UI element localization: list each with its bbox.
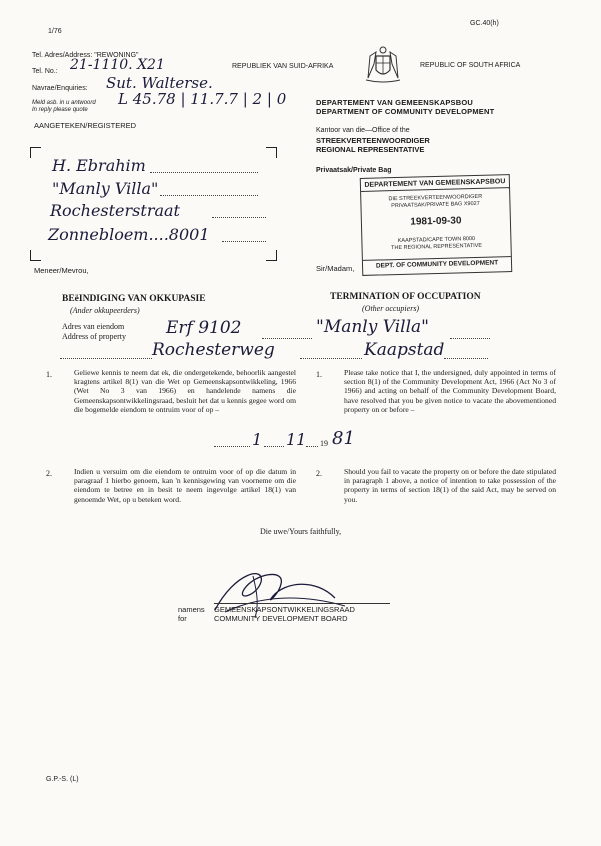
stamp-line-2: DIE STREEKVERTEENWOORDIGER xyxy=(388,193,483,203)
salutation-af: Meneer/Mevrou, xyxy=(34,266,89,275)
tel-no-label: Tel. No.: xyxy=(32,68,58,75)
para2-en: Should you fail to vacate the property on or before the date stipulated in paragraph 1 above, a notice of intention to take possession of the property in terms of section 18(1) of the said Act, may be served on you. xyxy=(344,467,556,504)
department-en: DEPARTMENT OF COMMUNITY DEVELOPMENT xyxy=(316,107,495,116)
registered-label: AANGETEKEN/REGISTERED xyxy=(34,121,137,130)
for-label: for xyxy=(178,614,187,623)
property-dots-2 xyxy=(450,338,490,339)
subtitle-af: (Ander okkupeerders) xyxy=(70,306,140,315)
address-bracket-br xyxy=(266,250,277,261)
date-dots-2 xyxy=(264,446,284,447)
address-bracket-bl xyxy=(30,250,41,261)
addressee-area: Zonnebloem....8001 xyxy=(48,225,210,244)
coat-of-arms-icon xyxy=(360,44,406,84)
property-label-af: Adres van eiendom xyxy=(62,322,125,331)
enquiries-label: Navrae/Enquiries: xyxy=(32,85,88,92)
para1-af: Geliewe kennis te neem dat ek, die ondergetekende, behoorlik aangestel kragtens artikel 8(1) van die Wet op Gemeenskapsontwikkeling, 1966 (Wet No 3 van 1966) en handelende namens die Gemeenskapsontwikkelingsraad, besluit het dat u kennis gegee word om die bogemelde eiendom te ontruim voor of op – xyxy=(74,368,296,414)
property-label-en: Address of property xyxy=(62,332,126,341)
closing: Die uwe/Yours faithfully, xyxy=(260,527,342,536)
regional-office-stamp xyxy=(360,174,513,276)
property-villa: "Manly Villa" xyxy=(316,317,429,337)
date-dots-1 xyxy=(214,446,250,447)
quote-label-en: In reply please quote xyxy=(32,107,88,113)
address-dots-1 xyxy=(150,172,258,173)
address-dots-4 xyxy=(222,241,266,242)
stamp-line-3: PRIVAATSAK/PRIVATE BAG X9027 xyxy=(391,200,480,210)
quote-label-af: Meld asb. in u antwoord xyxy=(32,100,96,106)
enquiries-value: Sut. Walterse. xyxy=(106,74,213,92)
form-number: 1/76 xyxy=(48,28,62,35)
stamp-line-6: DEPT. OF COMMUNITY DEVELOPMENT xyxy=(363,256,511,270)
date-dots-3 xyxy=(306,446,318,447)
office-label: Kantoor van die—Office of the xyxy=(316,127,410,134)
property-dots-5 xyxy=(444,358,488,359)
address-bracket-tr xyxy=(266,147,277,158)
address-bracket-tl xyxy=(30,147,41,158)
subtitle-en: (Other occupiers) xyxy=(362,304,420,313)
stamp-line-5: THE REGIONAL REPRESENTATIVE xyxy=(391,242,483,252)
title-en: TERMINATION OF OCCUPATION xyxy=(330,292,481,302)
para1-en: Please take notice that I, the undersigned, duly appointed in terms of section 8(1) of the Community Development Act, 1966 (Act No 3 of 1966) and acting on behalf of the Community Development Board, have resolved that you be given notice to vacate the abovementioned property on or before – xyxy=(344,368,556,414)
addressee-street: Rochesterstraat xyxy=(50,201,180,220)
board-af: GEMEENSKAPSONTWIKKELINGSRAAD xyxy=(214,605,355,614)
date-month: 11 xyxy=(286,430,307,449)
property-street: Rochesterweg xyxy=(152,340,275,360)
department-af: DEPARTEMENT VAN GEMEENSKAPSBOU xyxy=(316,98,473,107)
signature-line xyxy=(214,603,390,604)
date-year-suffix: 81 xyxy=(332,428,355,449)
stamp-line-4: KAAPSTAD/CAPE TOWN 8000 xyxy=(397,235,476,245)
addressee-property-name: "Manly Villa" xyxy=(52,179,159,198)
date-day: 1 xyxy=(252,430,263,449)
board-en: COMMUNITY DEVELOPMENT BOARD xyxy=(214,614,348,623)
tel-no-value: 21-1110. X21 xyxy=(70,57,165,73)
regional-rep-af: STREEKVERTEENWOORDIGER xyxy=(316,136,430,145)
address-dots-2 xyxy=(160,195,258,196)
date-year-prefix: 19 xyxy=(320,439,328,448)
para1-number-af: 1. xyxy=(46,370,52,379)
property-city: Kaapstad xyxy=(364,340,445,360)
property-dots-4 xyxy=(300,358,362,359)
property-erf: Erf 9102 xyxy=(166,318,242,338)
para2-number-en: 2. xyxy=(316,469,322,478)
republic-label: REPUBLIC OF SOUTH AFRICA xyxy=(420,62,521,69)
addressee-name: H. Ebrahim xyxy=(52,156,146,175)
para1-number-en: 1. xyxy=(316,370,322,379)
para2-number-af: 2. xyxy=(46,469,52,478)
stamp-date: 1981-09-30 xyxy=(410,215,462,228)
namens-label: namens xyxy=(178,605,205,614)
stamp-line-1: DEPARTEMENT VAN GEMEENSKAPSBOU xyxy=(361,178,509,192)
salutation-en: Sir/Madam, xyxy=(316,264,355,273)
republiek-label: REPUBLIEK VAN SUID-AFRIKA xyxy=(232,63,334,70)
tel-address-label: Tel. Adres/Address: "REWONING" xyxy=(32,52,139,59)
quote-reference: L 45.78 | 11.7.7 | 2 | 0 xyxy=(118,90,287,108)
regional-rep-en: REGIONAL REPRESENTATIVE xyxy=(316,145,425,154)
property-dots-1 xyxy=(262,338,312,339)
address-dots-3 xyxy=(212,217,266,218)
property-dots-3 xyxy=(60,358,152,359)
private-bag-label: Privaatsak/Private Bag xyxy=(316,167,392,174)
form-code: GC.40(h) xyxy=(470,20,499,27)
para2-af: Indien u versuim om die eiendom te ontruim voor of op die datum in paragraaf 1 hierbo genoem, kan 'n kennisgewing van voorneme om die eiendom te betree en in besit te neem ingevolge artikel 18(1) van genoemde Wet, op u beteken word. xyxy=(74,467,296,504)
title-af: BEëINDIGING VAN OKKUPASIE xyxy=(62,294,206,304)
gps-code: G.P.-S. (L) xyxy=(46,776,79,783)
